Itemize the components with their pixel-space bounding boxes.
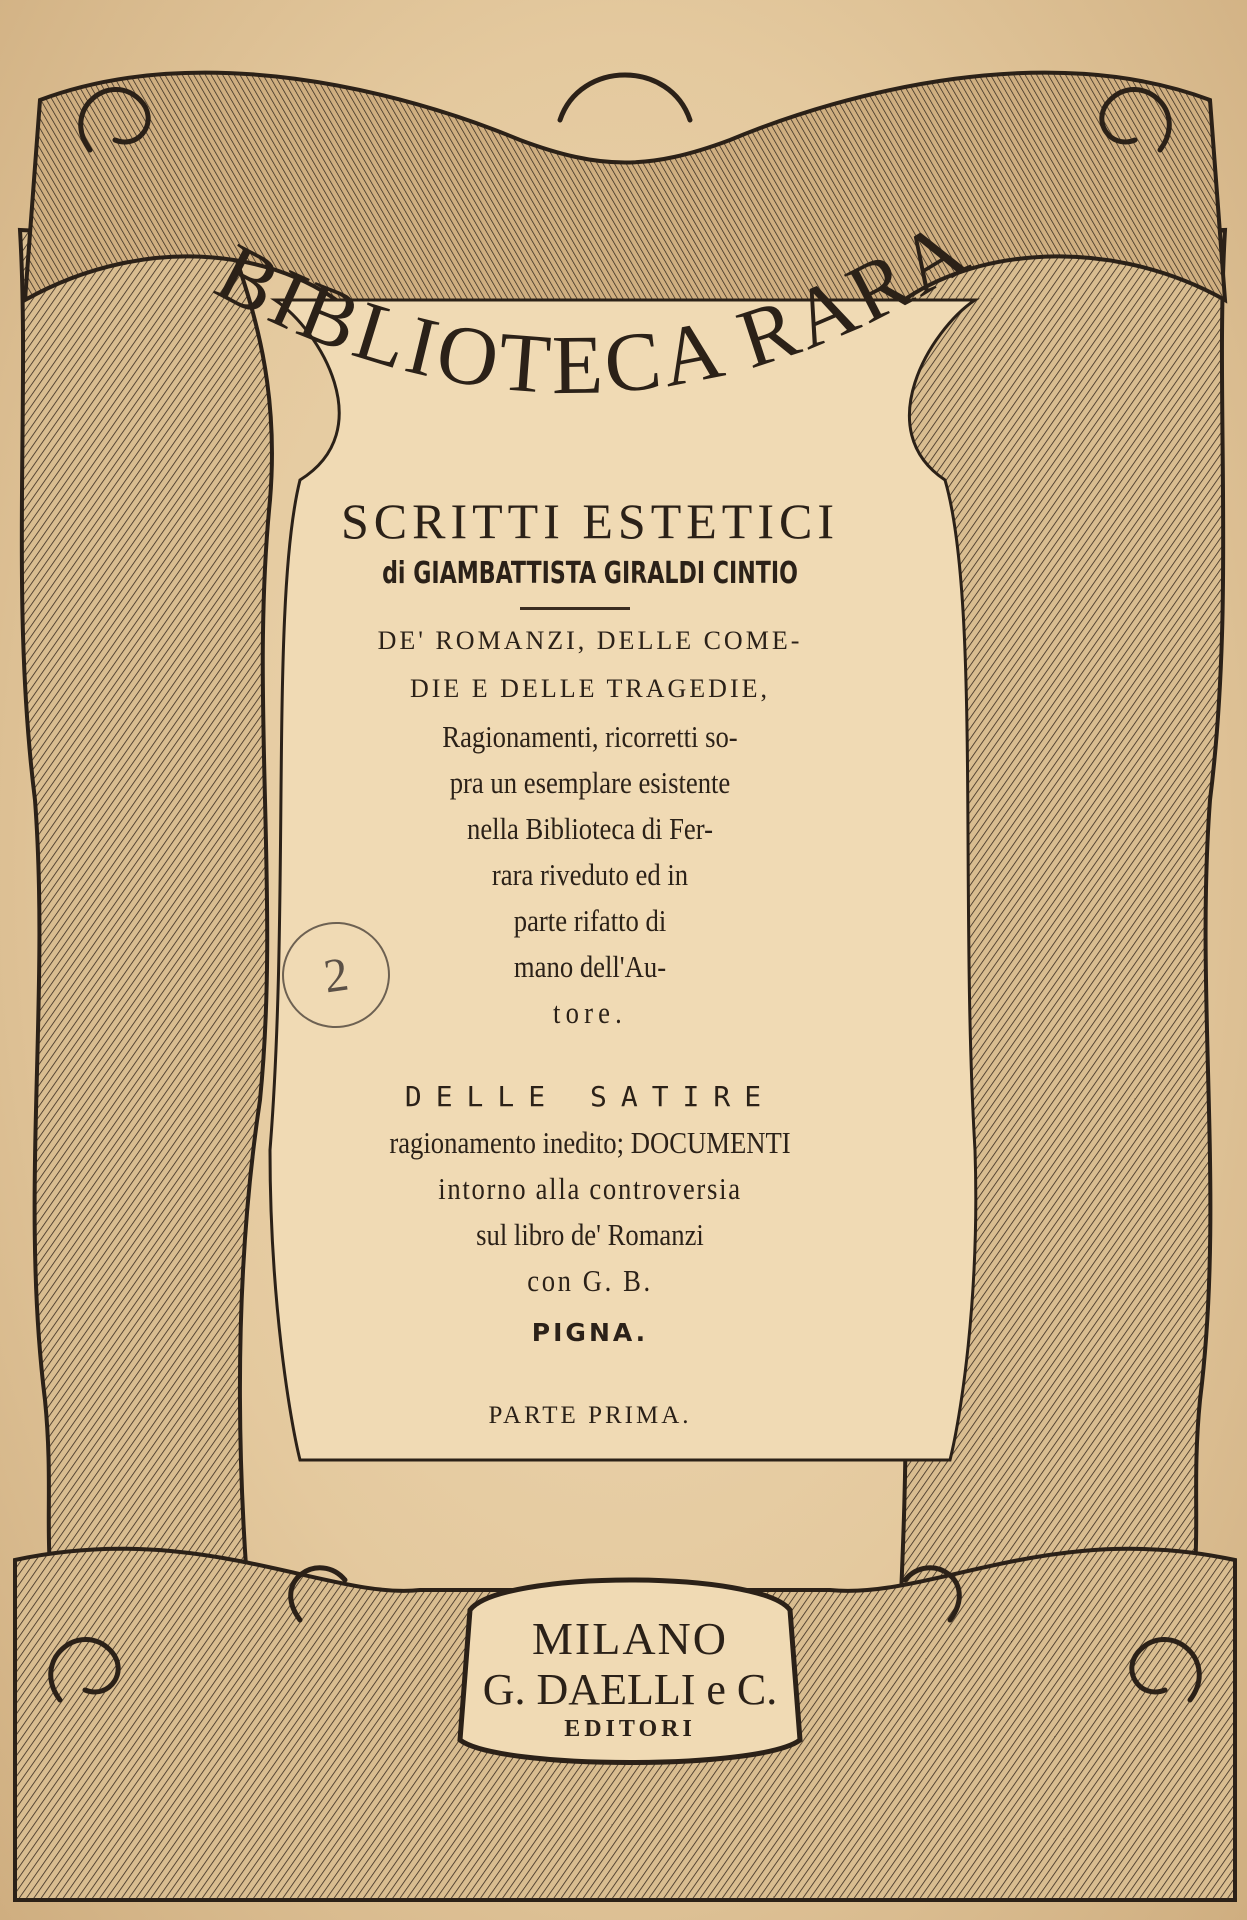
- imprint-role: EDITORI: [564, 1716, 696, 1742]
- part-label: PARTE PRIMA.: [488, 1402, 692, 1429]
- contents-line: DE' ROMANZI, DELLE COME-: [377, 626, 803, 655]
- contents-line: pra un esemplare esistente: [449, 765, 731, 800]
- contents-line: ragionamento inedito; DOCUMENTI: [389, 1125, 791, 1160]
- imprint-publisher: G. DAELLI e C.: [482, 1665, 778, 1714]
- satire-heading: DELLE SATIRE: [404, 1080, 776, 1113]
- contents-line: tore.: [553, 995, 627, 1030]
- contents-line: PIGNA.: [531, 1318, 649, 1347]
- contents-line: con G. B.: [527, 1263, 653, 1298]
- series-title: BIBLIOTECA RARA: [202, 200, 986, 413]
- contents-line: parte rifatto di: [513, 903, 667, 938]
- contents-line: sul libro de' Romanzi: [476, 1217, 704, 1252]
- book-title: SCRITTI ESTETICI: [340, 493, 840, 549]
- contents-line: nella Biblioteca di Fer-: [466, 811, 713, 846]
- author-line: di GIAMBATTISTA GIRALDI CINTIO: [382, 556, 798, 591]
- svg-text:BIBLIOTECA RARA: [202, 201, 986, 413]
- imprint-city: MILANO: [532, 1613, 728, 1664]
- contents-line: rara riveduto ed in: [491, 857, 689, 892]
- contents-line: DIE E DELLE TRAGEDIE,: [409, 674, 770, 703]
- contents-line: Ragionamenti, ricorretti so-: [442, 719, 738, 754]
- contents-line: intorno alla controversia: [438, 1171, 742, 1206]
- contents-line: mano dell'Au-: [513, 949, 667, 984]
- handwritten-number: 2: [275, 915, 397, 1035]
- divider-rule: [520, 607, 630, 610]
